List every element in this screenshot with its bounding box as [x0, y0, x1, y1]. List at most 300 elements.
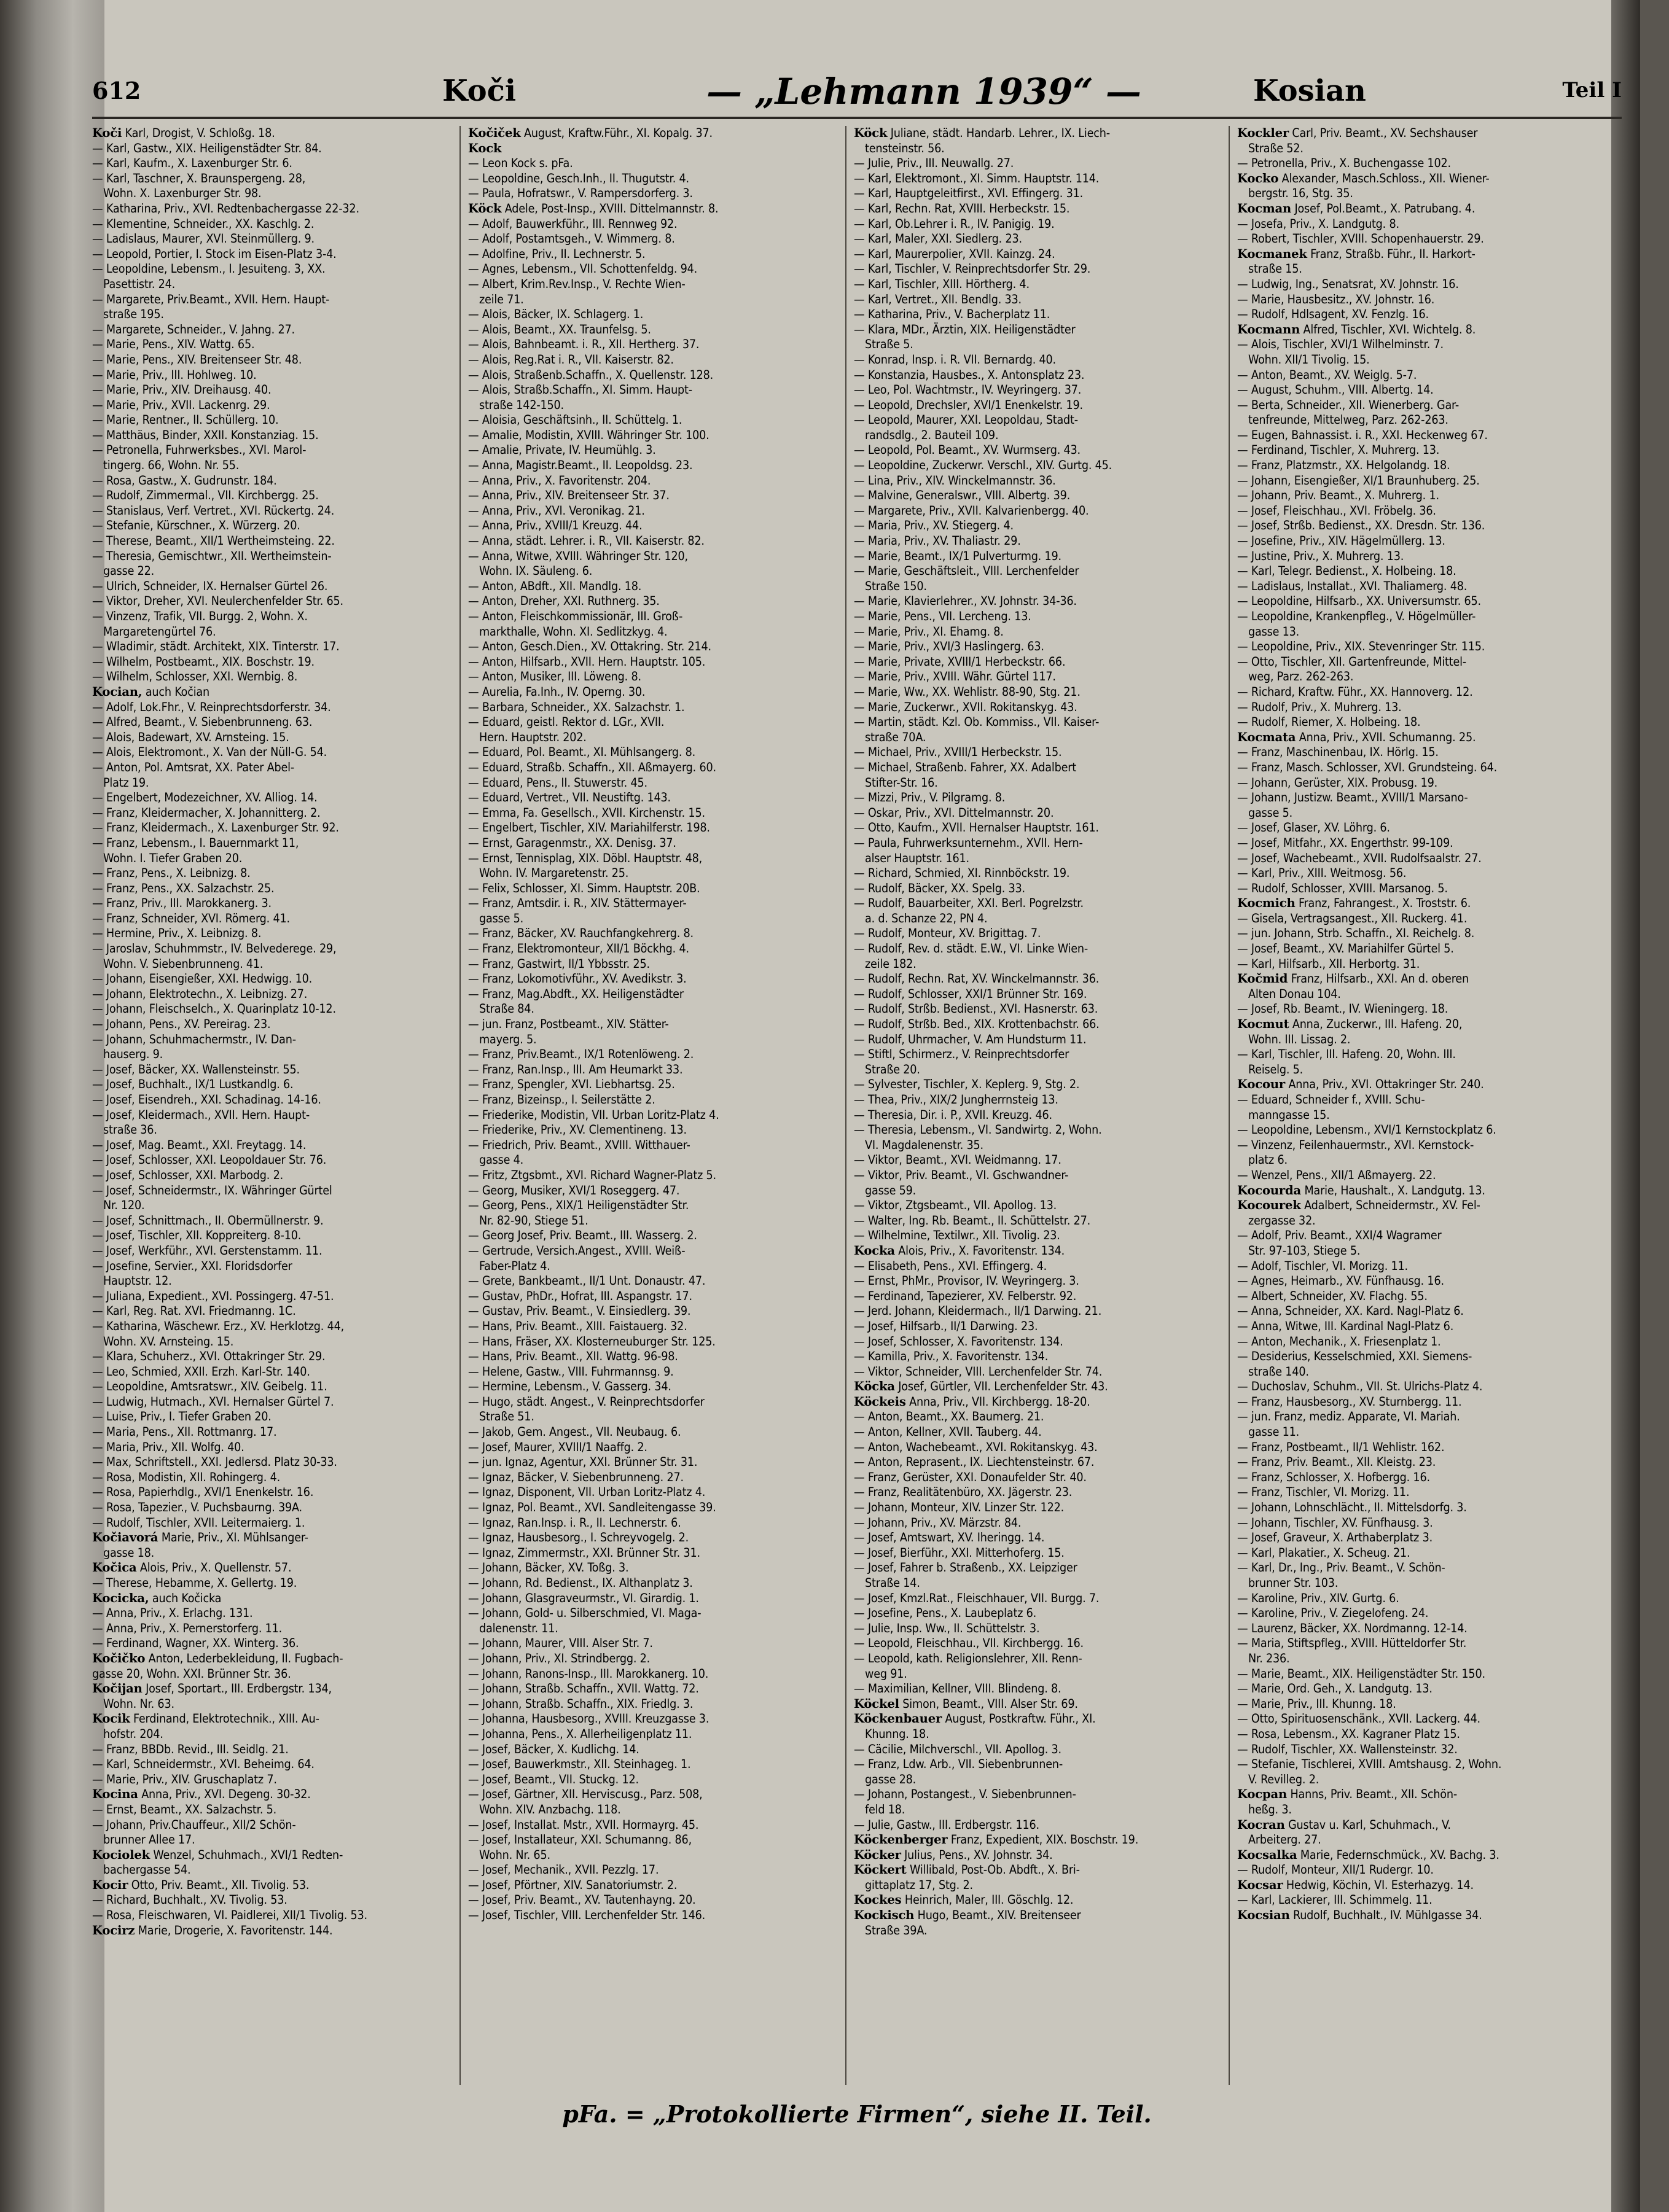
- entry-text: Wenzel, Schuhmach., XVI/1 Redten-: [153, 1847, 343, 1862]
- directory-entry: [854, 1213, 1225, 1229]
- directory-entry: [1237, 745, 1609, 760]
- directory-entry: [1237, 1168, 1609, 1183]
- entry-text: — Josefine, Pens., X. Laubeplatz 6.: [854, 1606, 1037, 1621]
- directory-entry: [468, 1349, 842, 1365]
- entry-text: Heinrich, Maler, III. Göschlg. 12.: [904, 1893, 1074, 1907]
- entry-headword: Köcka: [854, 1379, 895, 1394]
- directory-entry: [92, 1667, 456, 1682]
- entry-text: Gustav u. Karl, Schuhmach., V.: [1288, 1817, 1451, 1832]
- entry-text: — Klara, MDr., Ärztin, XIX. Heiligenstädter: [854, 322, 1076, 337]
- entry-text: — Ferdinand, Tapezierer, XV. Felberstr. 92.: [854, 1288, 1077, 1303]
- directory-entry: [468, 1848, 842, 1863]
- entry-text: — Franz, Platzmstr., XX. Helgolandg. 18.: [1237, 458, 1450, 473]
- entry-text: — Hans, Fräser, XX. Klosterneuburger Str. 125.: [468, 1334, 716, 1349]
- entry-text: — Anna, Schneider, XX. Kard. Nagl-Platz 6.: [1237, 1304, 1464, 1318]
- directory-entry: [468, 941, 842, 957]
- directory-entry: [854, 1681, 1225, 1697]
- entry-text: — Rudolf, Priv., X. Muhrerg. 13.: [1237, 699, 1402, 714]
- entry-text: — Thea, Priv., XIX/2 Jungherrnsteig 13.: [854, 1092, 1058, 1107]
- directory-entry: [468, 1395, 842, 1410]
- directory-entry: [1237, 1032, 1609, 1048]
- entry-text: — Franz, Postbeamt., II/1 Wehlistr. 162.: [1237, 1439, 1445, 1454]
- directory-entry: [1237, 1092, 1609, 1108]
- directory-entry: [92, 322, 456, 338]
- entry-text: — Anna, Witwe, III. Kardinal Nagl-Platz 6.: [1237, 1318, 1454, 1333]
- directory-entry: [854, 156, 1225, 171]
- entry-text: — Rudolf, Strßb. Bedienst., XVI. Hasnerstr. 63.: [854, 1002, 1098, 1016]
- directory-entry: [468, 836, 842, 851]
- entry-text: — Viktor, Dreher, XVI. Neulerchenfelder Str. 65.: [92, 594, 343, 609]
- entry-text: — Anton, Kellner, XVII. Tauberg. 44.: [854, 1425, 1042, 1439]
- directory-entry: [1237, 820, 1609, 836]
- entry-text: — Anna, Magistr.Beamt., II. Leopoldsg. 23.: [468, 458, 693, 473]
- entry-text: — Franz, BBDb. Revid., III. Seidlg. 21.: [92, 1742, 289, 1756]
- directory-entry: [92, 1908, 456, 1923]
- directory-columns: [92, 126, 1622, 2085]
- directory-entry: [854, 1485, 1225, 1500]
- directory-entry: [92, 1183, 456, 1199]
- directory-entry: [468, 1681, 842, 1697]
- entry-text: auch Kočian: [145, 684, 209, 699]
- entry-headword: Kocir: [92, 1877, 128, 1892]
- directory-entry: [1237, 1077, 1609, 1092]
- entry-text: Franz, Fahrangest., X. Troststr. 6.: [1298, 896, 1471, 911]
- entry-text: — Karoline, Priv., XIV. Gurtg. 6.: [1237, 1591, 1399, 1605]
- entry-text: straße 36.: [103, 1123, 157, 1137]
- entry-text: Willibald, Post-Ob. Abdft., X. Bri-: [910, 1863, 1080, 1877]
- entry-text: — Josefa, Priv., X. Landgutg. 8.: [1237, 216, 1399, 231]
- entry-text: — Franz, Kleidermach., X. Laxenburger Str. 92.: [92, 820, 339, 835]
- entry-text: — Rudolf, Schlosser, XXI/1 Brünner Str. 169.: [854, 986, 1087, 1001]
- entry-text: — Marie, Priv., III. Hohlweg. 10.: [92, 367, 257, 382]
- entry-text: — Franz, Realitätenbüro, XX. Jägerstr. 23.: [854, 1485, 1073, 1500]
- directory-entry: [92, 972, 456, 987]
- entry-text: — Konrad, Insp. i. R. VII. Bernardg. 40.: [854, 352, 1056, 367]
- entry-text: Franz, Straßb. Führ., II. Harkort-: [1310, 246, 1476, 261]
- directory-entry: [92, 1379, 456, 1395]
- entry-text: — Josef, Schlosser, X. Favoritenstr. 134.: [854, 1334, 1063, 1349]
- directory-entry: [468, 1757, 842, 1772]
- entry-text: August, Postkraftw. Führ., XI.: [945, 1712, 1096, 1726]
- directory-entry: [468, 1032, 842, 1048]
- directory-entry: [92, 171, 456, 187]
- directory-entry: [854, 806, 1225, 821]
- directory-entry: [1237, 504, 1609, 519]
- entry-text: Faber-Platz 4.: [479, 1258, 550, 1273]
- directory-entry: [1237, 1365, 1609, 1380]
- entry-text: — Johann, Glasgraveurmstr., VI. Girardig. 1.: [468, 1591, 699, 1605]
- directory-entry: [468, 1183, 842, 1199]
- entry-text: — Johann, Gerüster, XIX. Probusg. 19.: [1237, 775, 1438, 790]
- entry-text: — Franz, Lokomotivführ., XV. Avedikstr. 3.: [468, 972, 687, 986]
- directory-entry: [1237, 292, 1609, 308]
- entry-text: tingerg. 66, Wohn. Nr. 55.: [103, 458, 240, 473]
- directory-entry: [1237, 1062, 1609, 1078]
- entry-headword: Kočiavorá: [92, 1530, 158, 1545]
- entry-text: — Karl, Schneidermstr., XVI. Beheimg. 64.: [92, 1757, 315, 1772]
- directory-entry: [468, 1697, 842, 1712]
- entry-text: — Mizzi, Priv., V. Pilgramg. 8.: [854, 790, 1006, 805]
- entry-text: — Josef, Gärtner, XII. Herviscusg., Parz. 508,: [468, 1787, 703, 1802]
- directory-entry: [92, 1893, 456, 1908]
- entry-headword: Kockisch: [854, 1908, 915, 1923]
- directory-entry: [854, 1017, 1225, 1032]
- directory-entry: [92, 1304, 456, 1319]
- directory-entry: [468, 1138, 842, 1153]
- entry-text: feld 18.: [865, 1802, 905, 1817]
- entry-text: — Josef, Schlosser, XXI. Marbodg. 2.: [92, 1167, 283, 1182]
- entry-text: — Johann, Straßb. Schaffn., XIX. Friedlg. 3.: [468, 1696, 694, 1711]
- entry-text: — Rosa, Tapezier., V. Puchsbaurng. 39A.: [92, 1500, 302, 1515]
- entry-headword: Kočijan: [92, 1681, 143, 1696]
- entry-text: — Marie, Priv., III. Khunng. 18.: [1237, 1696, 1396, 1711]
- entry-text: straße 140.: [1248, 1364, 1309, 1379]
- entry-text: — Walter, Ing. Rb. Beamt., II. Schüttelstr. 27.: [854, 1213, 1091, 1228]
- directory-entry: [1237, 790, 1609, 806]
- entry-text: straße 195.: [103, 307, 164, 322]
- entry-headword: Kocsar: [1237, 1877, 1283, 1892]
- directory-entry: [468, 1606, 842, 1621]
- entry-text: — Josef, Installat. Mstr., XVII. Hormayrg. 45.: [468, 1817, 699, 1832]
- entry-headword: Köckel: [854, 1696, 899, 1711]
- entry-text: — Friederike, Modistin, VII. Urban Loritz-Platz 4.: [468, 1107, 719, 1122]
- entry-text: — Karl, Hauptgeleitfirst., XVI. Effingerg. 31.: [854, 186, 1084, 201]
- entry-text: — Eduard, Pens., II. Stuwerstr. 45.: [468, 775, 647, 790]
- entry-text: — Josef, Glaser, XV. Löhrg. 6.: [1237, 820, 1390, 835]
- directory-entry: [854, 760, 1225, 776]
- entry-text: — Leo, Pol. Wachtmstr., IV. Weyringerg. 37.: [854, 383, 1082, 397]
- directory-entry: [1237, 1289, 1609, 1304]
- directory-entry: [1237, 579, 1609, 594]
- directory-entry: [468, 307, 842, 322]
- directory-entry: [854, 1032, 1225, 1048]
- directory-entry: [468, 1667, 842, 1682]
- entry-text: — Theresia, Lebensm., VI. Sandwirtg. 2, Wohn.: [854, 1123, 1102, 1137]
- directory-entry: [92, 1032, 456, 1048]
- entry-text: — Marie, Private, XVIII/1 Herbeckstr. 66.: [854, 654, 1066, 669]
- entry-text: Hauptstr. 12.: [103, 1274, 172, 1288]
- directory-entry: [1237, 1848, 1609, 1863]
- entry-text: Anna, Priv., VII. Kirchbergg. 18-20.: [909, 1394, 1090, 1409]
- directory-entry: [854, 564, 1225, 579]
- directory-entry: [92, 277, 456, 292]
- entry-text: — Karl, Reg. Rat. XVI. Friedmanng. 1C.: [92, 1304, 296, 1318]
- entry-text: — Josef, Beamt., XV. Mariahilfer Gürtel 5.: [1237, 941, 1454, 956]
- directory-entry: [1237, 655, 1609, 670]
- directory-entry: [92, 1259, 456, 1274]
- entry-text: — Adolfine, Priv., II. Lechnerstr. 5.: [468, 246, 646, 261]
- entry-text: — Josef, Fleischhau., XVI. Fröbelg. 36.: [1237, 503, 1436, 518]
- entry-text: — Gertrude, Versich.Angest., XVIII. Weiß-: [468, 1243, 686, 1258]
- directory-entry: [1237, 1274, 1609, 1289]
- directory-entry: [468, 1591, 842, 1606]
- directory-entry: [854, 1274, 1225, 1289]
- entry-text: Alois, Priv., X. Favoritenstr. 134.: [898, 1243, 1065, 1258]
- entry-text: Alexander, Masch.Schloss., XII. Wiener-: [1281, 171, 1490, 185]
- directory-entry: [92, 806, 456, 821]
- directory-entry: [854, 881, 1225, 897]
- directory-entry: [92, 1848, 456, 1863]
- directory-entry: [468, 1893, 842, 1908]
- directory-entry: [92, 926, 456, 941]
- directory-entry: [468, 504, 842, 519]
- directory-entry: [854, 1787, 1225, 1802]
- directory-entry: [854, 1606, 1225, 1621]
- directory-entry: [92, 1606, 456, 1621]
- directory-entry: [468, 1379, 842, 1395]
- entry-text: — Ernst, Garagenmstr., XX. Denisg. 37.: [468, 835, 676, 850]
- entry-text: zergasse 32.: [1248, 1213, 1316, 1228]
- entry-text: Wohn. XIV. Anzbachg. 118.: [479, 1802, 621, 1817]
- entry-text: Wohn. X. Laxenburger Str. 98.: [103, 186, 262, 201]
- entry-text: Margaretengürtel 76.: [103, 624, 216, 639]
- directory-entry: [854, 1183, 1225, 1199]
- entry-text: — Eugen, Bahnassist. i. R., XXI. Heckenweg 67.: [1237, 427, 1488, 442]
- directory-entry: [468, 337, 842, 352]
- directory-entry: [1237, 126, 1609, 141]
- directory-entry: [92, 1409, 456, 1425]
- directory-entry: [468, 972, 842, 987]
- entry-text: — Anna, Priv., X. Pernerstorferg. 11.: [92, 1621, 283, 1635]
- entry-text: — Anton, Beamt., XX. Baumerg. 21.: [854, 1409, 1044, 1424]
- directory-entry: [1237, 730, 1609, 746]
- entry-text: — Anton, Musiker, III. Löweng. 8.: [468, 669, 641, 684]
- entry-text: Straße 150.: [865, 578, 927, 593]
- directory-entry: [92, 141, 456, 157]
- directory-entry: [854, 1108, 1225, 1123]
- directory-entry: [92, 201, 456, 217]
- entry-text: — Leopold, Portier, I. Stock im Eisen-Platz 3-4.: [92, 246, 337, 261]
- directory-entry: [854, 428, 1225, 443]
- header-last-entry: Kosian: [1253, 74, 1366, 108]
- entry-text: zeile 71.: [479, 292, 524, 306]
- entry-text: — Josef, Fahrer b. Straßenb., XX. Leipziger: [854, 1560, 1077, 1575]
- entry-text: Nr. 236.: [1248, 1651, 1290, 1665]
- entry-headword: Kocpan: [1237, 1787, 1288, 1802]
- directory-entry: [1237, 1832, 1609, 1848]
- directory-entry: [854, 579, 1225, 594]
- directory-entry: [1237, 1908, 1609, 1923]
- directory-entry: [854, 669, 1225, 685]
- directory-entry: [468, 594, 842, 609]
- entry-text: — Franz, Gerüster, XXI. Donaufelder Str. 40.: [854, 1470, 1087, 1484]
- directory-entry: [854, 836, 1225, 851]
- entry-text: — Petronella, Priv., X. Buchengasse 102.: [1237, 156, 1451, 171]
- directory-entry: [92, 1228, 456, 1244]
- directory-entry: [854, 1848, 1225, 1863]
- entry-text: — Johann, Priv., XI. Strindbergg. 2.: [468, 1651, 651, 1665]
- directory-entry: [468, 1047, 842, 1062]
- entry-text: — Marie, Hausbesitz., XV. Johnstr. 16.: [1237, 292, 1435, 306]
- entry-text: — Marie, Ww., XX. Wehlistr. 88-90, Stg. 21.: [854, 684, 1081, 699]
- entry-text: — Josef, Schneidermstr., IX. Währinger Gürtel: [92, 1183, 332, 1198]
- entry-text: — Franz, Amtsdir. i. R., XIV. Stättermayer-: [468, 896, 687, 911]
- entry-text: — Theresia, Dir. i. P., XVII. Kreuzg. 46.: [854, 1107, 1052, 1122]
- directory-entry: [468, 1304, 842, 1319]
- directory-entry: [854, 1259, 1225, 1274]
- directory-entry: [92, 866, 456, 881]
- directory-entry: [854, 1244, 1225, 1259]
- directory-entry: [854, 715, 1225, 730]
- directory-entry: [468, 1077, 842, 1092]
- directory-entry: [92, 1108, 456, 1123]
- entry-text: — Amalie, Private, IV. Heumühlg. 3.: [468, 443, 656, 458]
- directory-entry: [854, 262, 1225, 277]
- directory-entry: [1237, 594, 1609, 609]
- entry-text: — Aloisia, Geschäftsinh., II. Schüttelg. 1.: [468, 413, 682, 427]
- entry-text: Anna, Priv., XVI. Ottakringer Str. 240.: [1288, 1077, 1484, 1092]
- directory-entry: [854, 776, 1225, 791]
- entry-text: — Viktor, Ztgsbeamt., VII. Apollog. 13.: [854, 1198, 1057, 1213]
- directory-entry: [1237, 1772, 1609, 1788]
- directory-entry: [1237, 1546, 1609, 1561]
- entry-headword: Kocmanek: [1237, 246, 1307, 261]
- directory-entry: [92, 262, 456, 277]
- entry-text: — Johann, Fleischselch., X. Quarinplatz 10-12.: [92, 1002, 336, 1016]
- entry-text: Straße 20.: [865, 1062, 920, 1077]
- directory-entry: [468, 745, 842, 760]
- entry-text: — Adolf, Lok.Fhr., V. Reinprechtsdorferstr. 34.: [92, 699, 331, 714]
- directory-entry: [468, 911, 842, 927]
- directory-entry: [854, 1818, 1225, 1833]
- directory-entry: [92, 1878, 456, 1893]
- directory-entry: [854, 549, 1225, 564]
- directory-entry: [468, 262, 842, 277]
- entry-text: — Michael, Straßenb. Fahrer, XX. Adalbert: [854, 760, 1076, 774]
- directory-entry: [468, 518, 842, 534]
- entry-text: — Therese, Hebamme, X. Gellertg. 19.: [92, 1576, 297, 1590]
- directory-entry: [854, 685, 1225, 700]
- entry-text: — Grete, Bankbeamt., II/1 Unt. Donaustr. 47.: [468, 1274, 706, 1288]
- directory-entry: [854, 866, 1225, 881]
- entry-text: — Stiftl, Schirmerz., V. Reinprechtsdorfer: [854, 1047, 1069, 1062]
- directory-entry: [92, 1289, 456, 1304]
- directory-entry: [854, 232, 1225, 247]
- entry-text: — Karl, Hilfsarb., XII. Herbortg. 31.: [1237, 956, 1420, 971]
- entry-text: — Johann, Priv.Chauffeur., XII/2 Schön-: [92, 1817, 296, 1832]
- entry-headword: Köckeis: [854, 1394, 906, 1409]
- directory-entry: [92, 564, 456, 579]
- directory-entry: [854, 926, 1225, 941]
- entry-text: — Gisela, Vertragsangest., XII. Ruckerg. 41.: [1237, 911, 1468, 925]
- directory-entry: [1237, 534, 1609, 549]
- entry-text: — Margarete, Priv.Beamt., XVII. Hern. Haupt-: [92, 292, 330, 306]
- directory-entry: [92, 383, 456, 398]
- entry-text: Wohn. Nr. 65.: [479, 1847, 550, 1862]
- entry-text: — Amalie, Modistin, XVIII. Währinger Str. 100.: [468, 427, 709, 442]
- directory-entry: [1237, 1395, 1609, 1410]
- entry-text: — Josef, Bauwerkmstr., XII. Steinhageg. 1.: [468, 1757, 691, 1772]
- entry-headword: Kočmid: [1237, 972, 1288, 986]
- directory-entry: [468, 1787, 842, 1802]
- entry-text: — Viktor, Beamt., XVI. Weidmanng. 17.: [854, 1153, 1061, 1167]
- directory-entry: [854, 1062, 1225, 1078]
- directory-entry: [468, 1636, 842, 1651]
- directory-entry: [468, 1516, 842, 1531]
- directory-entry: [92, 987, 456, 1002]
- entry-headword: Köckert: [854, 1863, 907, 1877]
- entry-text: gasse 5.: [1248, 805, 1293, 820]
- directory-entry: [92, 368, 456, 383]
- entry-headword: Kocik: [92, 1712, 130, 1726]
- directory-entry: [1237, 368, 1609, 383]
- entry-text: — Josef, Priv. Beamt., XV. Tautenhayng. 20.: [468, 1893, 696, 1907]
- directory-entry: [92, 1334, 456, 1350]
- entry-text: — Franz, Pens., XX. Salzachstr. 25.: [92, 881, 275, 895]
- directory-entry: [468, 730, 842, 746]
- entry-text: — Alois, Bäcker, IX. Schlagerg. 1.: [468, 307, 644, 322]
- entry-text: — Marie, Rentner., II. Schüllerg. 10.: [92, 413, 279, 427]
- entry-text: Wohn. I. Tiefer Graben 20.: [103, 851, 243, 865]
- entry-text: — Karl, Tischler, III. Hafeng. 20, Wohn. III.: [1237, 1047, 1456, 1062]
- entry-headword: Kočiček: [468, 126, 521, 140]
- entry-text: — Josef, Tischler, XII. Koppreiterg. 8-10.: [92, 1228, 302, 1243]
- entry-text: Hugo, Beamt., XIV. Breitenseer: [917, 1908, 1081, 1923]
- directory-entry: [468, 1425, 842, 1440]
- directory-entry: [468, 1878, 842, 1893]
- directory-entry: [854, 217, 1225, 232]
- entry-headword: Kocicka,: [92, 1591, 149, 1605]
- entry-text: — Franz, Pens., X. Leibnizg. 8.: [92, 866, 251, 881]
- entry-text: — Josef, Buchhalt., IX/1 Lustkandlg. 6.: [92, 1077, 294, 1092]
- entry-text: — Malvine, Generalswr., VIII. Albertg. 39.: [854, 488, 1070, 503]
- entry-text: — Josef, Pförtner, XIV. Sanatoriumstr. 2.: [468, 1877, 678, 1892]
- entry-text: — Josef, Bäcker, XX. Wallensteinstr. 55.: [92, 1062, 300, 1077]
- directory-entry: [92, 1319, 456, 1334]
- directory-entry: [1237, 201, 1609, 217]
- entry-headword: Kocmata: [1237, 730, 1296, 744]
- entry-text: — Leopoldine, Zuckerwr. Verschl., XIV. Gurtg. 45.: [854, 458, 1112, 473]
- entry-text: Wohn. V. Siebenbrunneng. 41.: [103, 956, 264, 971]
- entry-text: — Josefine, Servier., XXI. Floridsdorfer: [92, 1258, 292, 1273]
- entry-text: — Justine, Priv., X. Muhrerg. 13.: [1237, 548, 1404, 563]
- entry-text: — Adolf, Bauwerkführ., III. Rennweg 92.: [468, 216, 678, 231]
- entry-text: — Franz, Ran.Insp., III. Am Heumarkt 33.: [468, 1062, 683, 1077]
- entry-text: — Josef, Eisendreh., XXI. Schadinag. 14-16.: [92, 1092, 321, 1107]
- directory-entry: [1237, 1621, 1609, 1637]
- entry-text: Wohn. IX. Säuleng. 6.: [479, 564, 593, 578]
- directory-entry: [1237, 1244, 1609, 1259]
- entry-text: — Karl, Gastw., XIX. Heiligenstädter Str. 84.: [92, 141, 322, 155]
- directory-entry: [468, 881, 842, 897]
- directory-entry: [854, 1923, 1225, 1939]
- entry-text: Marie, Priv., XI. Mühlsanger-: [161, 1530, 308, 1545]
- entry-text: — Ludwig, Hutmach., XVI. Hernalser Gürtel 7.: [92, 1394, 334, 1409]
- entry-text: — Rosa, Papierhdlg., XVI/1 Enenkelstr. 16.: [92, 1485, 314, 1500]
- directory-entry: [468, 1818, 842, 1833]
- directory-entry: [468, 1289, 842, 1304]
- entry-text: — Karl, Priv., XIII. Weitmosg. 56.: [1237, 866, 1407, 881]
- directory-entry: [468, 1440, 842, 1455]
- entry-text: — August, Schuhm., VIII. Albertg. 14.: [1237, 383, 1434, 397]
- directory-entry: [1237, 232, 1609, 247]
- directory-entry: [1237, 518, 1609, 534]
- entry-text: — Anna, Priv., X. Favoritenstr. 204.: [468, 473, 651, 488]
- directory-entry: [468, 186, 842, 201]
- entry-text: — Eduard, Straßb. Schaffn., XII. Aßmayerg. 60.: [468, 760, 716, 774]
- directory-entry: [854, 518, 1225, 534]
- entry-text: — Karl, Tischler, V. Reinprechtsdorfer Str. 29.: [854, 262, 1091, 276]
- entry-text: — Rudolf, Tischler, XX. Wallensteinstr. 32.: [1237, 1742, 1458, 1756]
- entry-headword: Kocmich: [1237, 896, 1296, 911]
- directory-entry: [92, 1455, 456, 1470]
- entry-text: Simon, Beamt., VIII. Alser Str. 69.: [902, 1696, 1078, 1711]
- directory-entry: [468, 820, 842, 836]
- directory-entry: [92, 1123, 456, 1138]
- entry-text: — Alfred, Beamt., V. Siebenbrunneng. 63.: [92, 715, 313, 730]
- directory-entry: [1237, 383, 1609, 398]
- entry-text: — Margarete, Priv., XVII. Kalvarienbergg. 40.: [854, 503, 1089, 518]
